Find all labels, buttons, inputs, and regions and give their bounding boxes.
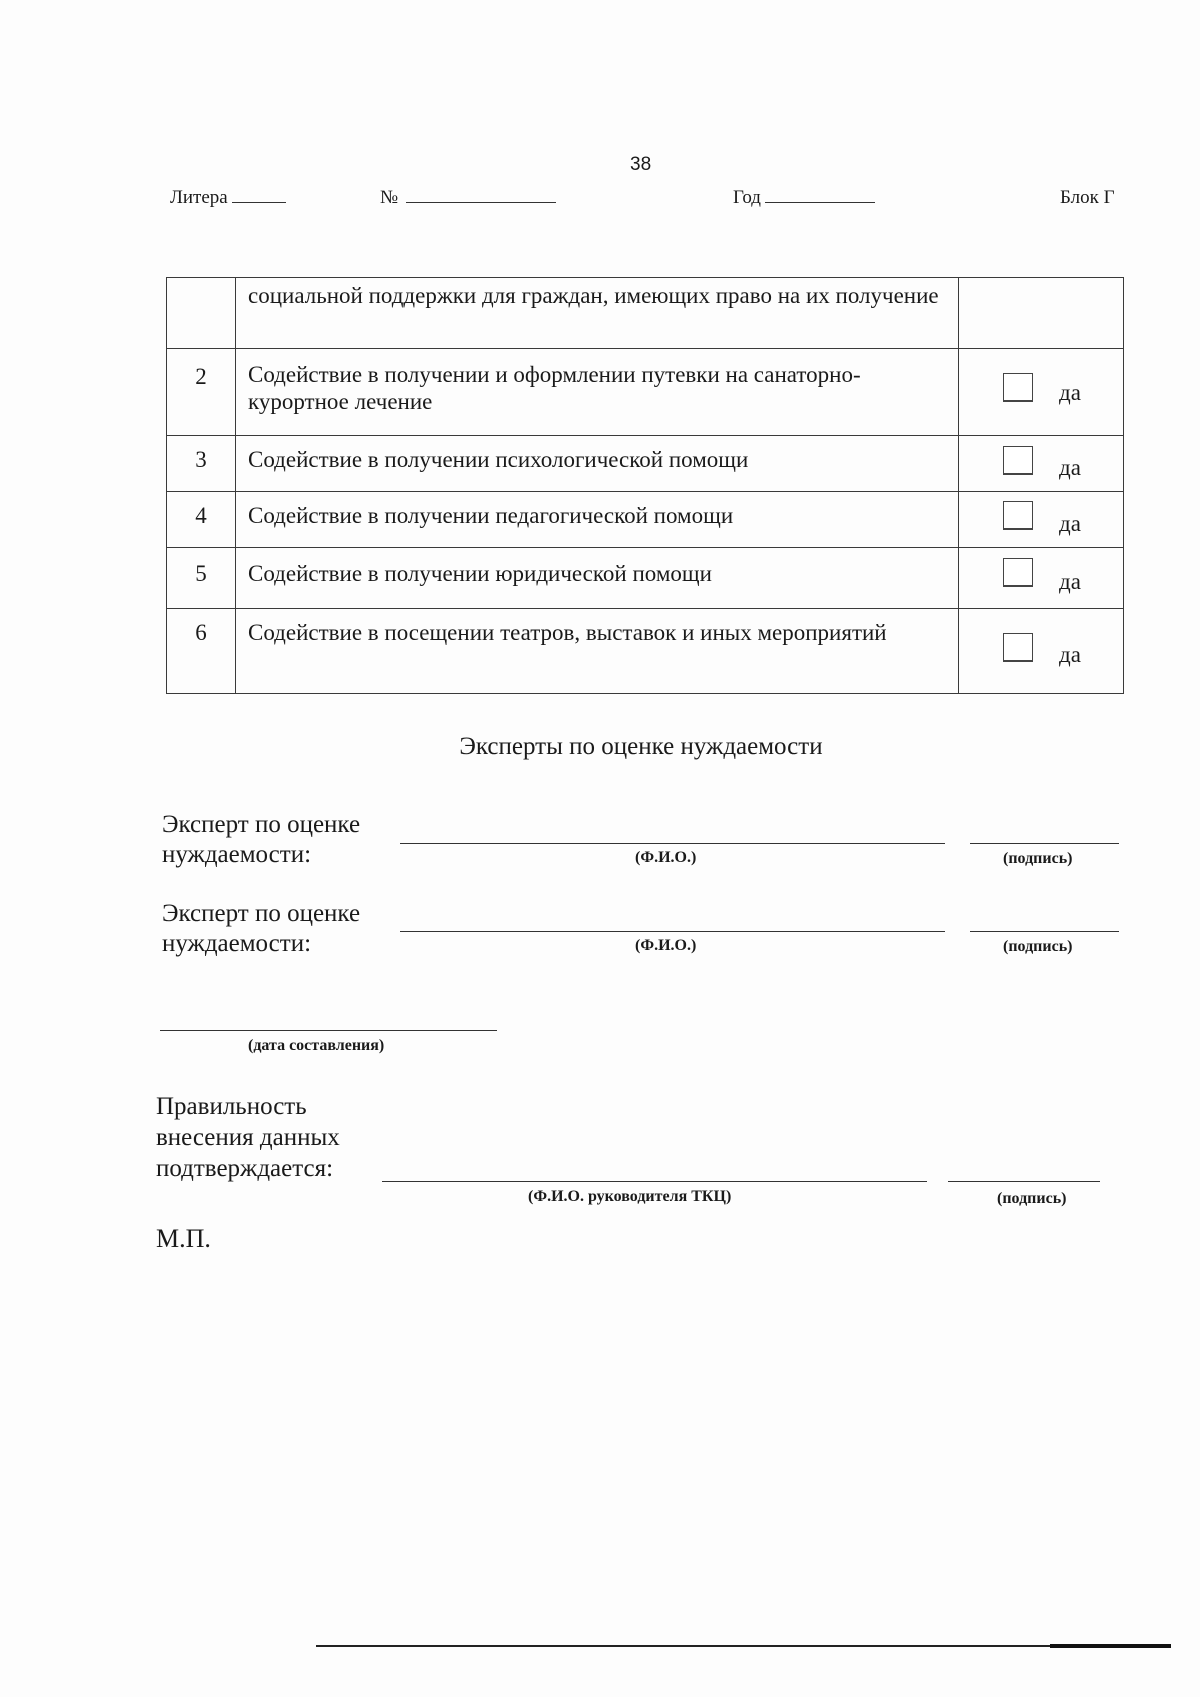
litera-field <box>170 187 286 209</box>
row-number: 5 <box>167 548 236 609</box>
expert-2-signature-caption: (подпись) <box>1003 938 1073 955</box>
expert-2-signature-line[interactable] <box>970 931 1119 932</box>
expert-2-name-caption: (Ф.И.О.) <box>635 937 697 954</box>
expert-1-signature-line[interactable] <box>970 843 1119 844</box>
block-label: Блок Г <box>1060 187 1115 208</box>
expert-1-signature-caption: (подпись) <box>1003 850 1073 867</box>
answer-label: да <box>1059 642 1081 667</box>
experts-section-title: Эксперты по оценке нуждаемости <box>459 733 823 760</box>
table-row <box>167 609 1124 694</box>
table-row <box>167 492 1124 548</box>
page-number: 38 <box>630 154 652 175</box>
row-answer-cell <box>959 492 1124 548</box>
row-text: Содействие в получении юридической помощи <box>236 548 959 609</box>
row-number: 6 <box>167 609 236 694</box>
expert-label-line1: Эксперт по оценке <box>162 811 361 838</box>
row-number: 2 <box>167 349 236 436</box>
table-row <box>167 349 1124 436</box>
number-field <box>380 187 556 209</box>
number-label: № <box>380 187 399 208</box>
checkbox[interactable] <box>1003 633 1033 662</box>
row-answer-cell <box>959 609 1124 694</box>
checkbox[interactable] <box>1003 373 1033 402</box>
expert-label-line2: нуждаемости: <box>162 841 312 868</box>
manager-signature-line[interactable] <box>948 1181 1100 1182</box>
year-blank[interactable] <box>765 201 875 203</box>
services-table <box>166 277 1124 694</box>
expert-2-label <box>162 899 360 959</box>
answer-label: да <box>1059 380 1081 405</box>
expert-1-name-line[interactable] <box>400 843 945 844</box>
answer-label: да <box>1059 569 1081 594</box>
year-label: Год <box>733 187 761 208</box>
expert-2-name-line[interactable] <box>400 931 945 932</box>
confirmation-line2: внесения данных <box>156 1124 340 1151</box>
checkbox[interactable] <box>1003 558 1033 587</box>
litera-label: Литера <box>170 187 228 208</box>
confirmation-line3: подтверждается: <box>156 1155 334 1182</box>
row-number: 3 <box>167 436 236 492</box>
page-bottom-rule-thick <box>1050 1644 1171 1648</box>
answer-label: да <box>1059 455 1081 480</box>
row-text: социальной поддержки для граждан, имеющих право на их получение <box>236 278 959 349</box>
table-row <box>167 436 1124 492</box>
manager-signature-caption: (подпись) <box>997 1190 1067 1207</box>
row-answer-cell <box>959 548 1124 609</box>
expert-label-line1: Эксперт по оценке <box>162 900 361 927</box>
row-number: 4 <box>167 492 236 548</box>
manager-name-caption: (Ф.И.О. руководителя ТКЦ) <box>528 1188 732 1205</box>
row-text: Содействие в получении психологической помощи <box>236 436 959 492</box>
manager-name-line[interactable] <box>382 1181 927 1182</box>
expert-1-name-caption: (Ф.И.О.) <box>635 849 697 866</box>
row-text: Содействие в получении педагогической помощи <box>236 492 959 548</box>
table-row <box>167 278 1124 349</box>
expert-1-label <box>162 810 360 870</box>
row-text: Содействие в получении и оформлении путевки на санаторно-курортное лечение <box>236 349 959 436</box>
date-caption: (дата составления) <box>248 1037 385 1054</box>
year-field <box>733 187 875 209</box>
confirmation-label <box>156 1091 340 1184</box>
checkbox[interactable] <box>1003 446 1033 475</box>
row-answer-cell <box>959 436 1124 492</box>
date-line[interactable] <box>160 1030 497 1031</box>
table-row <box>167 548 1124 609</box>
row-answer-cell <box>959 349 1124 436</box>
row-number <box>167 278 236 349</box>
number-blank[interactable] <box>406 201 556 203</box>
page-bottom-rule <box>316 1645 1171 1647</box>
litera-blank[interactable] <box>232 201 286 203</box>
row-text: Содействие в посещении театров, выставок и иных мероприятий <box>236 609 959 694</box>
stamp-label: М.П. <box>156 1224 211 1253</box>
checkbox[interactable] <box>1003 501 1033 530</box>
row-answer-cell <box>959 278 1124 349</box>
expert-label-line2: нуждаемости: <box>162 930 312 957</box>
answer-label: да <box>1059 511 1081 536</box>
confirmation-line1: Правильность <box>156 1093 307 1120</box>
